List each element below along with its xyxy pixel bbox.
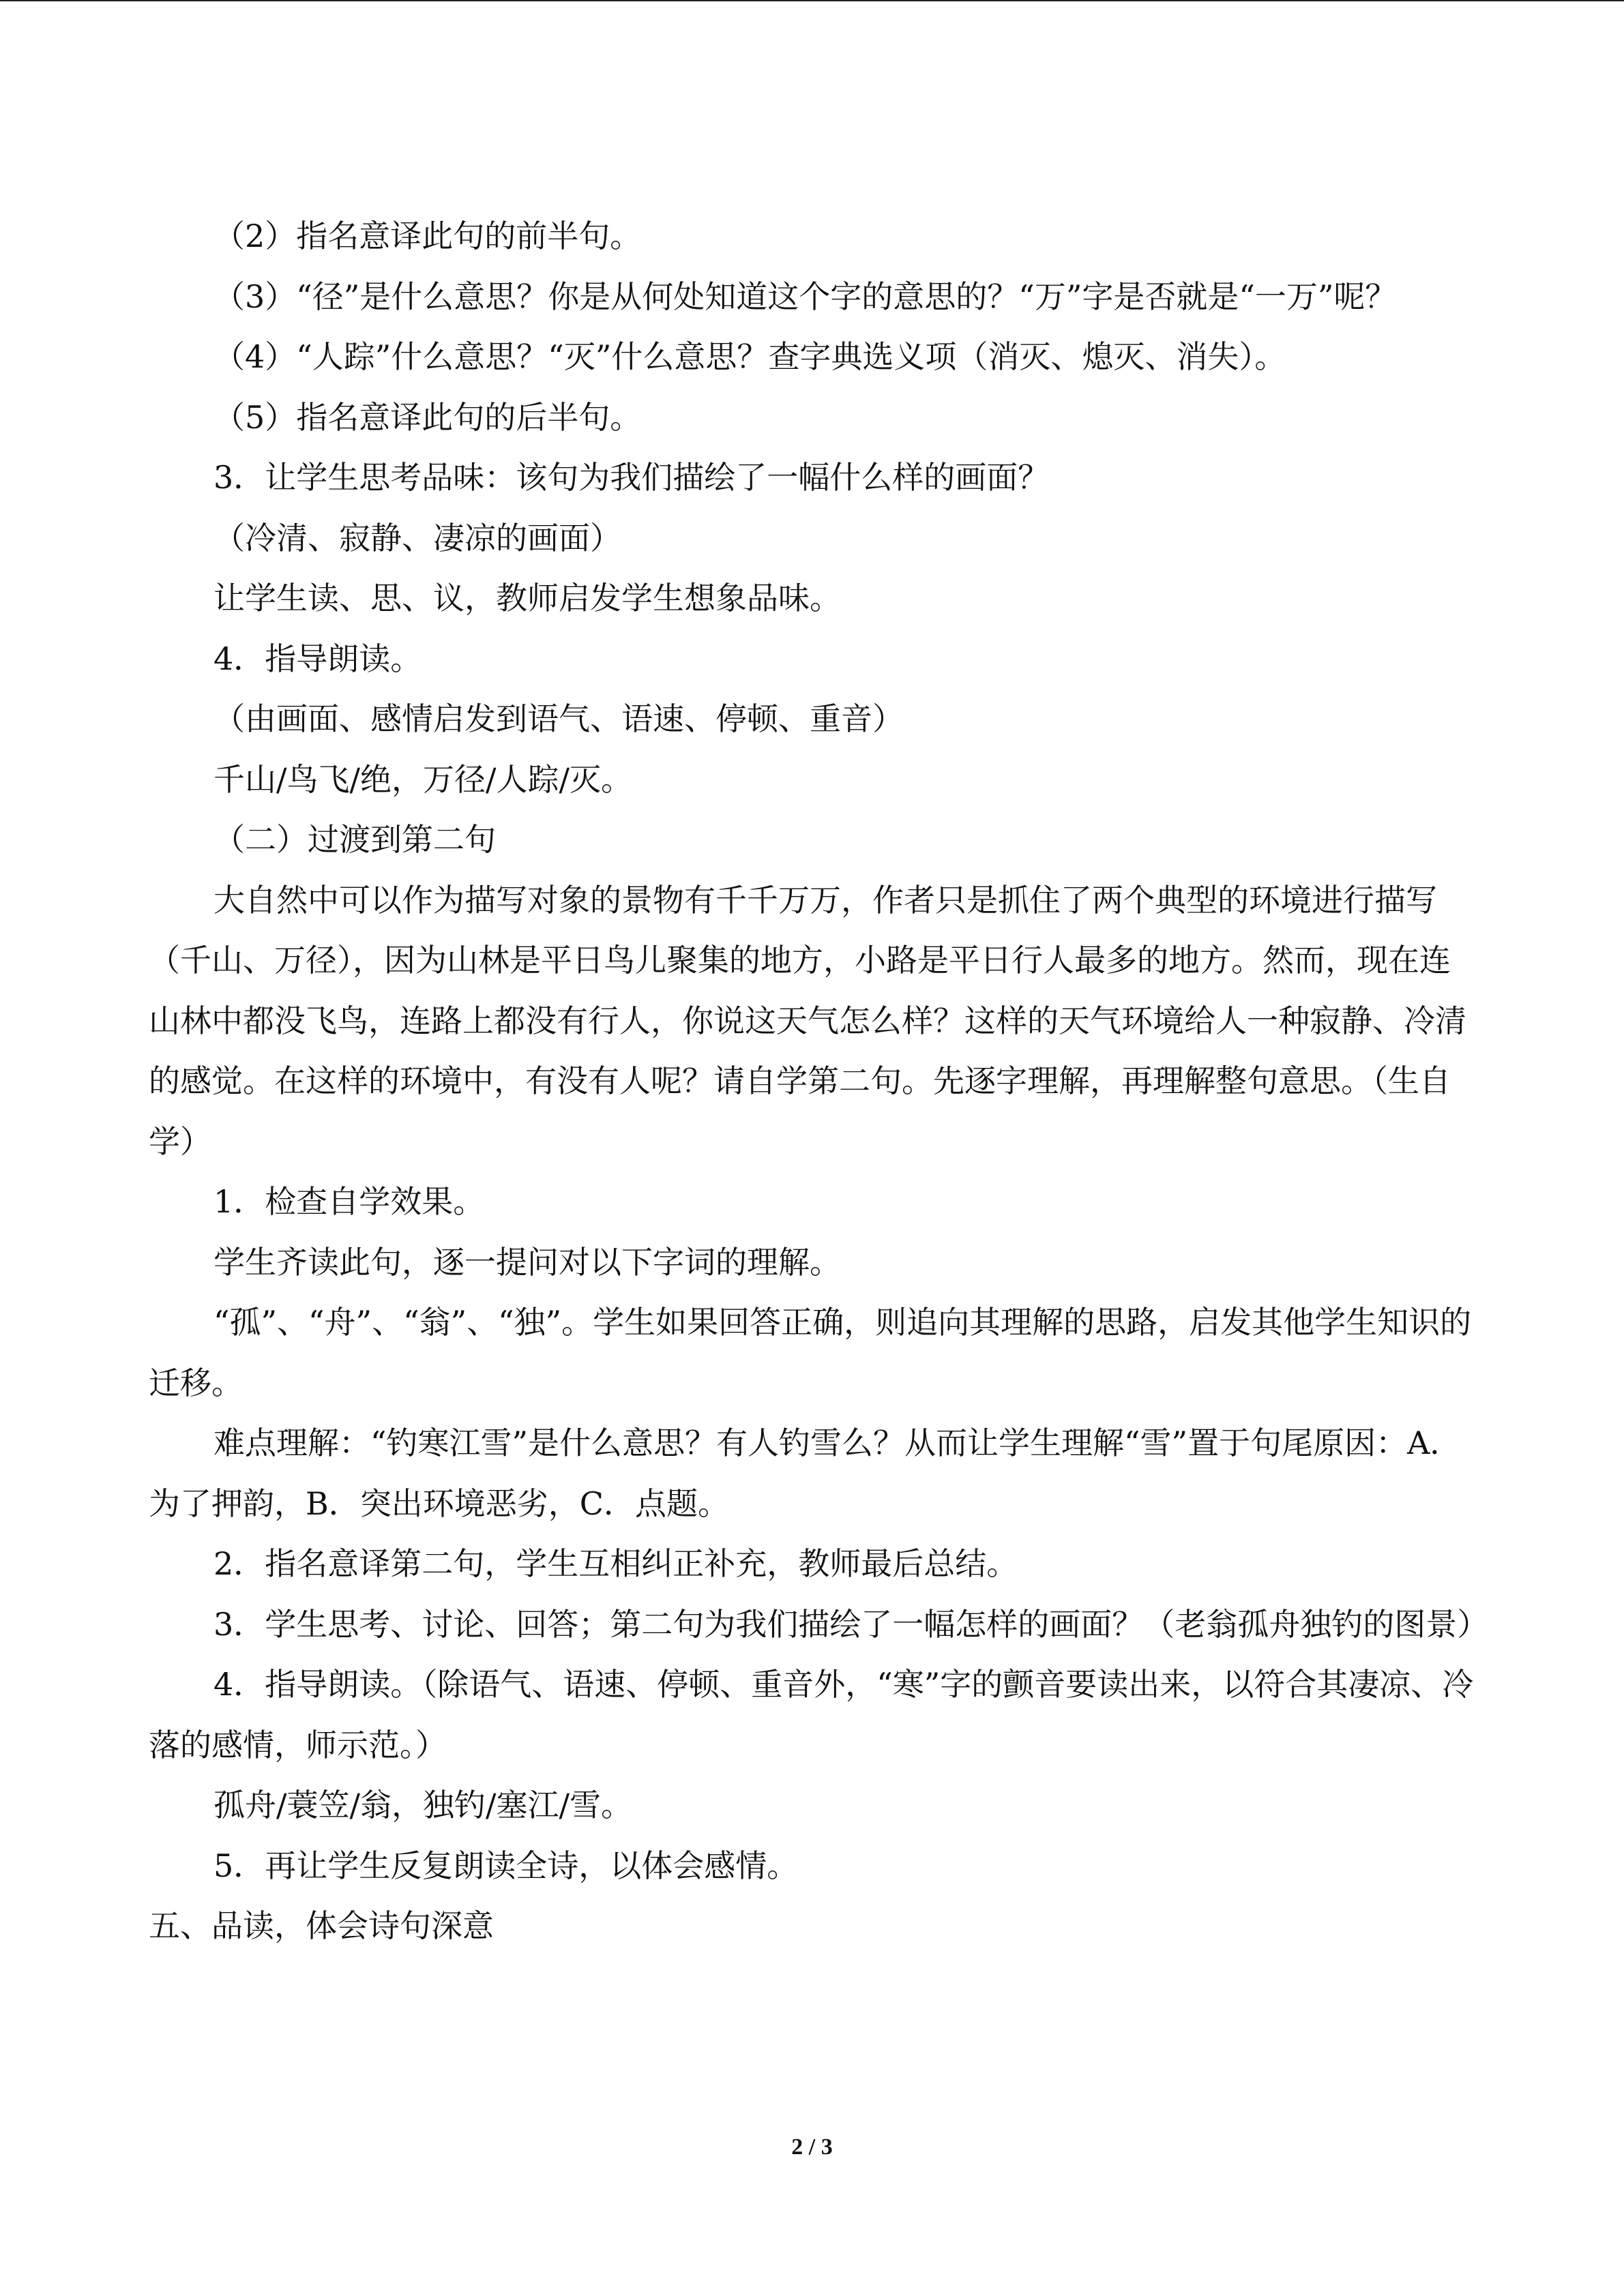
paragraph: 学生齐读此句，逐一提问对以下字词的理解。 xyxy=(213,1243,841,1281)
paragraph: 2．指名意译第二句，学生互相纠正补充，教师最后总结。 xyxy=(213,1545,1018,1582)
section-heading: 五、品读，体会诗句深意 xyxy=(149,1907,494,1944)
paragraph: 难点理解：“钓寒江雪”是什么意思？有人钓雪么？从而让学生理解“雪”置于句尾原因：A．为了押韵，B．突出环境恶劣，C．点题。 xyxy=(149,1425,1462,1522)
paragraph: 大自然中可以作为描写对象的景物有千千万万，作者只是抓住了两个典型的环境进行描写（千山、万径），因为山林是平日鸟儿聚集的地方，小路是平日行人最多的地方。然而，现在连山林中都没飞鸟，连路上都没有行人，你说这天气怎么样？这样的天气环境给人一种寂静、冷清的感觉。在这样的环境中，有没有人呢？请自学第二句。先逐字理解，再理解整句意思。（生自学） xyxy=(149,881,1466,1160)
paragraph: （冷清、寂静、凄凉的画面） xyxy=(213,519,621,556)
paragraph: （5）指名意译此句的后半句。 xyxy=(213,398,642,436)
paragraph: 4．指导朗读。（除语气、语速、停顿、重音外，“寒”字的颤音要读出来，以符合其凄凉、冷落的感情，师示范。） xyxy=(149,1666,1474,1763)
paragraph: 让学生读、思、议，教师启发学生想象品味。 xyxy=(213,580,841,616)
paragraph: 3．学生思考、讨论、回答；第二句为我们描绘了一幅怎样的画面？（老翁孤舟独钓的图景） xyxy=(213,1605,1489,1643)
paragraph: （3）“径”是什么意思？你是从何处知道这个字的意思的？“万”字是否就是“一万”呢？ xyxy=(213,278,1397,315)
paragraph: （由画面、感情启发到语气、语速、停顿、重音） xyxy=(213,700,904,737)
document-body xyxy=(149,206,1489,1956)
paragraph: （2）指名意译此句的前半句。 xyxy=(213,218,642,254)
paragraph: （4）“人踪”什么意思？“灭”什么意思？查字典选义项（消灭、熄灭、消失）。 xyxy=(213,338,1286,375)
paragraph: 5．再让学生反复朗读全诗，以体会感情。 xyxy=(213,1847,799,1884)
paragraph: 千山/鸟飞/绝，万径/人踪/灭。 xyxy=(213,760,632,798)
page-number: 2 / 3 xyxy=(791,2134,833,2160)
section-heading: （二）过渡到第二句 xyxy=(213,821,496,858)
paragraph: 1．检查自学效果。 xyxy=(213,1183,485,1220)
paragraph: 3．让学生思考品味：该句为我们描绘了一幅什么样的画面？ xyxy=(213,459,1050,496)
paragraph: 孤舟/蓑笠/翁，独钓/塞江/雪。 xyxy=(213,1787,632,1823)
paragraph: “孤”、“舟”、“翁”、“独”。学生如果回答正确，则追向其理解的思路，启发其他学生知识的迁移。 xyxy=(149,1304,1472,1401)
paragraph: 4．指导朗读。 xyxy=(213,640,422,677)
